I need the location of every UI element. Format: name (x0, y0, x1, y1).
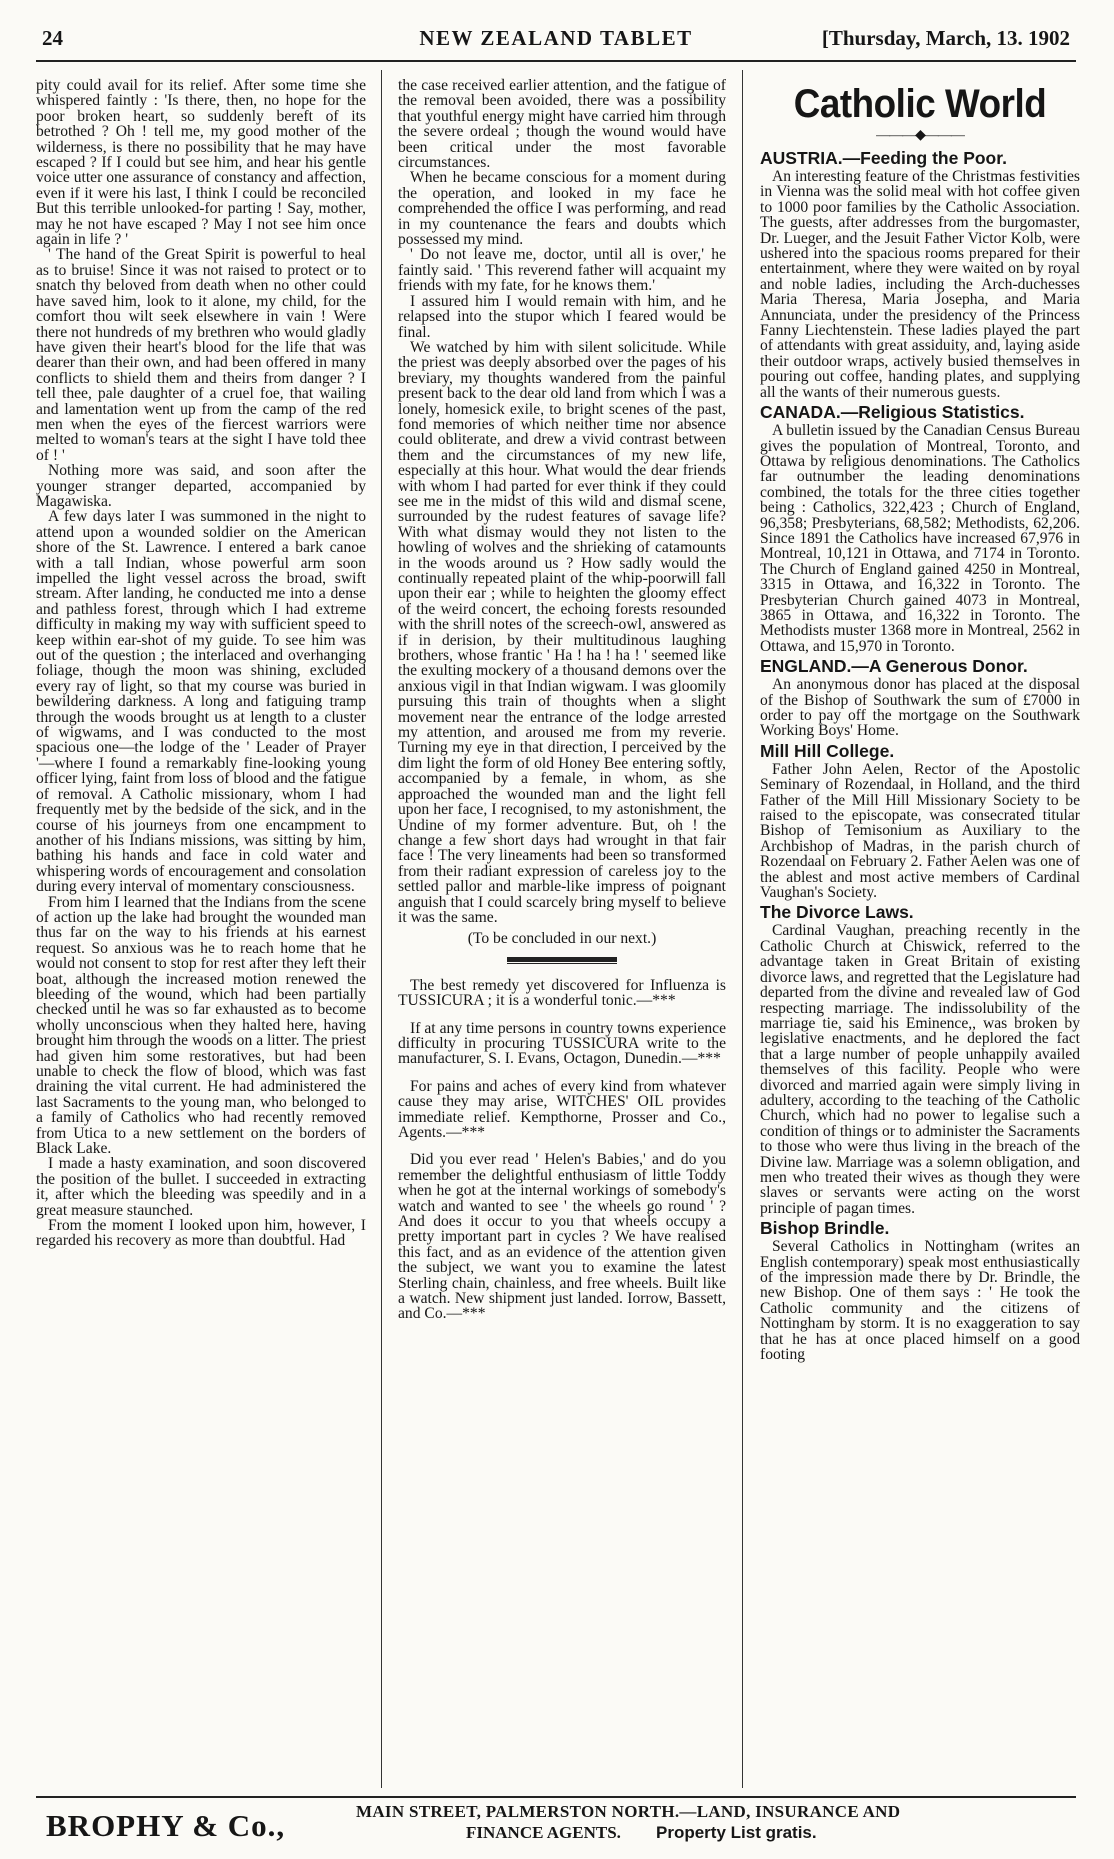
paragraph: ' The hand of the Great Spirit is powerful to heal as to bruise! Since it was not raised to protect or to snatch thy beloved from death when no other could have saved him, look to it alone, my child, for the comfort thou wilt seek elsewhere in vain ! Were there not hundreds of my brethren who would gladly have given their heart's blood for the life that was dearer than their own, and had been offered in many conflicts to shield them and theirs from danger ? I tell thee, pale daughter of a cruel foe, that wailing and lamentation went up from the camp of the red men when the eyes of the fiercest warriors were melted to woman's tears at the sight I have told thee of ! ' (36, 246, 366, 464)
page-number: 24 (42, 26, 63, 50)
article-heading: AUSTRIA.—Feeding the Poor. (760, 148, 1007, 168)
column-story-part2 (398, 78, 726, 1788)
advertiser-services: FINANCE AGENTS. (466, 1823, 621, 1842)
section-title: Catholic World (793, 82, 1047, 126)
paragraph: pity could avail for its relief. After some time she whispered faintly : 'Is there, then, no hope for the poor broken heart, so suddenly bereft of its betrothed ? Oh ! tell me, my good mother of the wilderness, is there no possibility that he may have escaped ? If I could but see him, and hear his gentle voice utter one assurance of constancy and affection, even if it were his last, I think I could be reconciled But this terrible unlooked-for parting ! Say, mother, may he not have escaped ? May I not see him once again in life ? ' (36, 78, 366, 249)
column-story-part1 (36, 78, 366, 1788)
paragraph: the case received earlier attention, and the fatigue of the removal been avoided, there was a possibility that youthful energy might have carried him through the severe ordeal ; though the wound would have been critical under the most favorable circumstances. (398, 78, 726, 172)
paragraph: An anonymous donor has placed at the disposal of the Bishop of Southwark the sum of £7000 in order to pay off the mortgage on the Southwark Working Boys' Home. (760, 676, 1080, 740)
advertiser-offer: Property List gratis. (656, 1823, 817, 1842)
advertisements (398, 978, 726, 1322)
column-divider (742, 70, 743, 1788)
paragraph: I assured him I would remain with him, and he relapsed into the stupor which I feared would be final. (398, 292, 726, 341)
ad-paragraph: If at any time persons in country towns experience difficulty in procuring TUSSICURA write to the manufacturer, S. I. Evans, Octagon, Dunedin.—*** (398, 1019, 726, 1068)
article-heading: Bishop Brindle. (760, 1218, 890, 1239)
paragraph: When he became conscious for a moment during the operation, and looked in my face he comprehended the office I was performing, and read in my countenance the fears and doubts which possessed my mind. (398, 169, 726, 249)
paragraph: An interesting feature of the Christmas festivities in Vienna was the solid meal with hot coffee given to 1000 poor families by the Catholic Association. The guests, after addresses from the burgomaster, Dr. Lueger, and the Jesuit Father Victor Kolb, were ushered into the spacious rooms prepared for their entertainment, where they were waited on by royal and noble ladies, including the Arch-duchesses Maria Theresa, Maria Josepha, and Maria Annunciata, under the presidency of the Princess Fanny Liechtenstein. These ladies played the part of attendants with great assiduity, and, laying aside their outdoor wraps, actively busied themselves in pouring out coffee, handing plates, and supplying all the wants of their numerous guests. (760, 168, 1080, 401)
paragraph: Cardinal Vaughan, preaching recently in the Catholic Church at Chiswick, referred to the advantage taken in Great Britain of existing divorce laws, and regretted that the Legislature had departed from the divine and revealed law of God respecting marriage. The indissolubility of the marriage tie, said his Eminence,, was broken by legislative enactments, and he deplored the fact that a large number of people unhappily availed themselves of this facility. People who were divorced and married again were simply living in adultery, according to the teaching of the Catholic Church, which had no power to legalise such a condition of things or to administer the Sacraments to those who were thus living in the breach of the Divine law. Marriage was a solemn obligation, and men who treated their wives as though they were slaves or servants were acting on the worst principle of pagan times. (760, 922, 1080, 1217)
paragraph: From the moment I looked upon him, however, I regarded his recovery as more than doubtful. Had (36, 1217, 366, 1250)
article-heading: ENGLAND.—A Generous Donor. (760, 656, 1028, 677)
column-divider (381, 70, 382, 1788)
issue-date: [Thursday, March, 13. 1902 (821, 26, 1070, 50)
article-heading: The Divorce Laws. (760, 902, 914, 923)
page-header (36, 26, 1076, 62)
paragraph: Nothing more was said, and soon after the younger stranger departed, accompanied by Magawiska. (36, 462, 366, 510)
article-heading: Mill Hill College. (760, 740, 895, 761)
advertiser-name: BROPHY & Co., (46, 1808, 286, 1843)
continued-note: (To be concluded in our next.) (467, 930, 657, 948)
ornament-divider: ———◆——— (876, 128, 964, 143)
paragraph: A bulletin issued by the Canadian Census Bureau gives the population of Montreal, Toronto, and Ottawa by religious denominations. The Catholics far outnumber the leading denominations combined, the totals for the three cities together being : Catholics, 322,423 ; Church of England, 96,358; Presbyterians, 68,582; Methodists, 62,206. Since 1891 the Catholics have increased 67,976 in Montreal, 10,121 in Ottawa, and 7174 in Toronto. The Church of England gained 4250 in Montreal, 3315 in Ottawa, and 16,322 in Toronto. The Presbyterian Church gained 4073 in Montreal, 3865 in Ottawa, and 16,322 in Toronto. The Methodists muster 1368 more in Montreal, 2562 in Ottawa, and 15,970 in Toronto. (760, 422, 1080, 655)
article-heading: CANADA.—Religious Statistics. (760, 402, 1025, 423)
paragraph: Several Catholics in Nottingham (writes an English contemporary) speak most enthusiastically of the impression made there by Dr. Brindle, the new Bishop. One of them says : ' He took the Catholic community and the citizens of Nottingham by storm. It is no exaggeration to say that he has at once placed himself on a good footing (760, 1238, 1080, 1364)
paragraph: ' Do not leave me, doctor, until all is over,' he faintly said. ' This reverend father will acquaint my friends with my fate, for he knows them.' (398, 246, 726, 295)
ad-paragraph: The best remedy yet discovered for Influenza is TUSSICURA ; it is a wonderful tonic.—*** (398, 976, 726, 1010)
paragraph: Father John Aelen, Rector of the Apostolic Seminary of Rozendaal, in Holland, and the third Father of the Mill Hill Missionary Society to be raised to the episcopate, was consecrated titular Bishop of Temisonium as Auxiliary to the Archbishop of Madras, in the parish church of Rozendaal on February 2. Father Aelen was one of the ablest and most active members of Cardinal Vaughan's Society. (760, 760, 1080, 902)
ad-paragraph: For pains and aches of every kind from whatever cause they may arise, WITCHES' OIL provides immediate relief. Kempthorne, Prosser and Co., Agents.—*** (398, 1077, 726, 1141)
section-rule (507, 957, 617, 964)
paragraph: From him I learned that the Indians from the scene of action up the lake had brought the wounded man thus far on the way to his friends at his earnest request. So anxious was he to reach home that he would not consent to stop for rest after they left their boat, although the increased motion renewed the bleeding of the wound, which had been partially checked until he was so far exhausted as to become wholly unconscious when they halted here, having brought him through the woods on a litter. The priest had given him some restoratives, but had been unable to check the flow of blood, which was fast draining the vital current. He had administered the last Sacraments to the young man, who belonged to a family of Catholics who had recently removed from Utica to a new settlement on the borders of Black Lake. (36, 893, 366, 1158)
paragraph: We watched by him with silent solicitude. While the priest was deeply absorbed over the pages of his breviary, my thoughts wandered from the painful present back to the dear old land from which I was a lonely, homesick exile, to bright scenes of the past, fond memories of which neither time nor absence could obliterate, and drew a vivid contrast between them and the circumstances of my new life, especially at this hour. What would the dear friends with whom I had parted for ever think if they could see me in the midst of this wild and dismal scene, surrounded by the rudest features of savage life? With what dismay would they not listen to the howling of wolves and the shrieking of catamounts in the woods around us ? How sadly would the continually repeated plaint of the whip-poorwill fall upon their ear ; while to heighten the gloomy effect of the weird concert, the echoing forests resounded with the shrill notes of the screech-owl, answered as if in derision, by their multitudinous laughing brothers, whose frantic ' Ha ! ha ! ha ! ' seemed like the exulting mockery of a thousand demons over the anxious vigil in that Indian wigwam. I was gloomily pursuing this train of thoughts when a slight movement near the entrance of the lodge arrested my attention, and aroused me from my reverie. Turning my eye in that direction, I perceived by the dim light the form of old Honey Bee entering softly, accompanied by a female, in whom, as she approached the wounded man and the light fell upon her face, I recognised, to my astonishment, the Undine of my former adventure. But, oh ! the change a few short days had wrought in that fair face ! The very lineaments had been so transformed from their radiant expression of careless joy to the settled pallor and marble-like impress of poignant anguish that I could scarcely bring myself to believe it was the same. (398, 338, 726, 926)
column-catholic-world (760, 78, 1080, 1788)
publication-title: NEW ZEALAND TABLET (419, 26, 693, 50)
paragraph: A few days later I was summoned in the night to attend upon a wounded soldier on the American shore of the St. Lawrence. I entered a bark canoe with a tall Indian, whose powerful arm soon impelled the light vessel across the broad, swift stream. After landing, he conducted me into a dense and pathless forest, through which I had extreme difficulty in making my way with sufficient speed to keep within ear-shot of my guide. To see him was out of the question ; the interlaced and overhanging foliage, though the moon was shining, excluded every ray of light, so that my course was buried in bewildering darkness. A long and fatiguing tramp through the woods brought us at length to a cluster of wigwams, and I was conducted to the most spacious one—the lodge of the ' Leader of Prayer '—where I found a remarkably fine-looking young officer lying, faint from loss of blood and the fatigue of removal. A Catholic missionary, whom I had frequently met by the bedside of the sick, and in the course of his journeys from one encampment to another of his Indians missions, was sitting by him, bathing his hands and face in cold water and whispering words of encouragement and consolation during every interval of momentary consciousness. (36, 508, 366, 896)
ad-paragraph: Did you ever read ' Helen's Babies,' and do you remember the delightful enthusiasm of little Toddy when he got at the internal workings of somebody's watch and wanted to see ' the wheels go round ' ? And does it occur to you that wheels occupy a pretty important part in cycles ? We have realised this fact, and as an evidence of the attention given the subject, we want you to examine the latest Sterling chain, chainless, and free wheels. Built like a watch. New shipment just landed. Iorrow, Bassett, and Co.—*** (398, 1151, 726, 1323)
footer-advertisement (36, 1796, 1076, 1848)
paragraph: I made a hasty examination, and soon discovered the position of the bullet. I succeeded in extracting it, after which the bleeding was speedily and in a great measure staunched. (36, 1155, 366, 1219)
advertiser-address: MAIN STREET, PALMERSTON NORTH.—LAND, INSURANCE AND (356, 1802, 901, 1821)
